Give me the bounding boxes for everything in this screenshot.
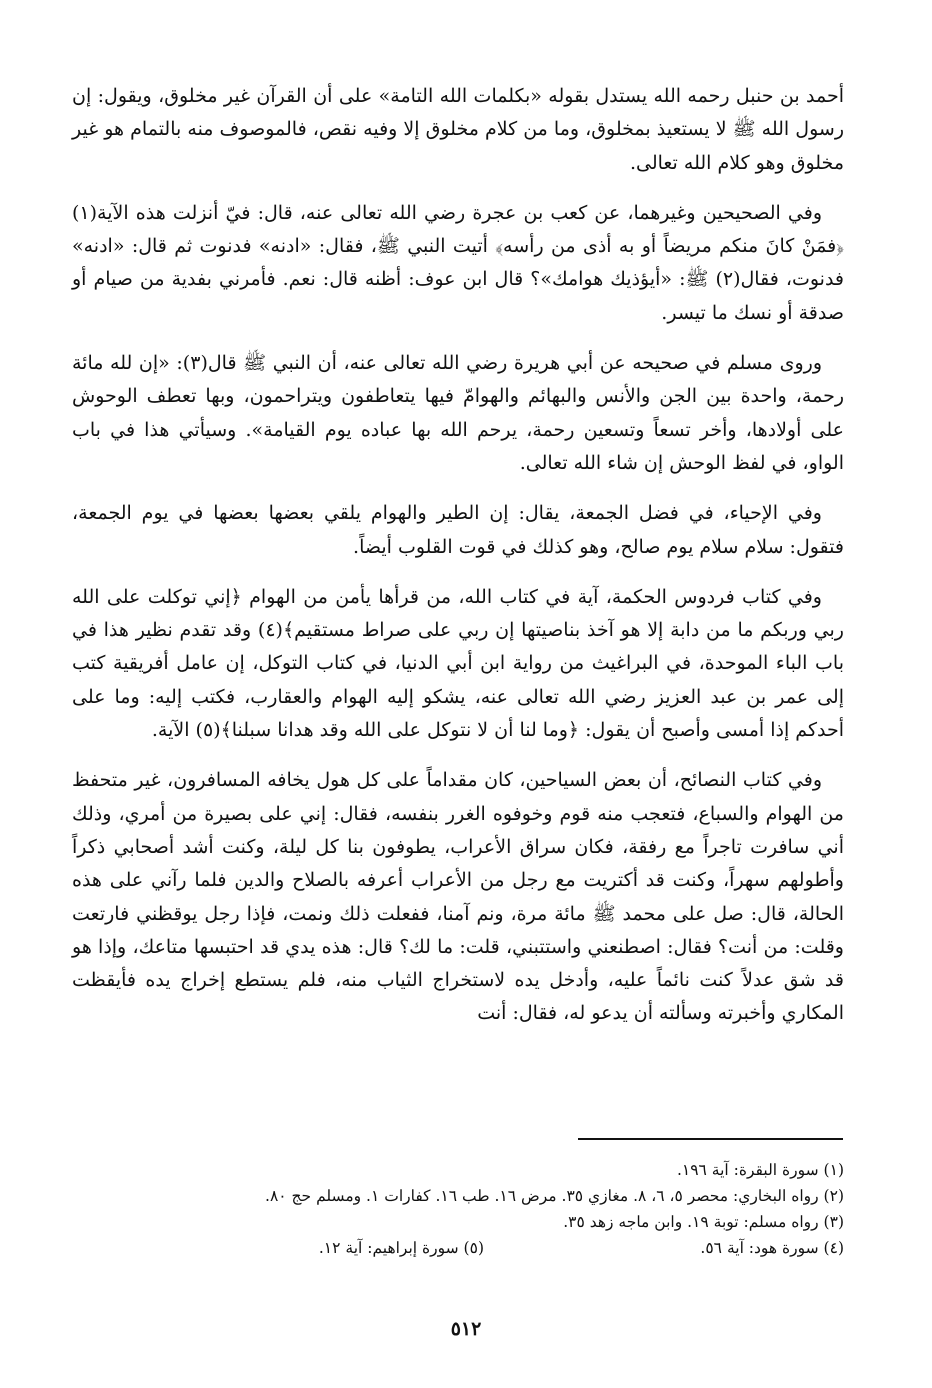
footnote-2: (٢) رواه البخاري: محصر ٥، ٦، ٨. مغازي ٣٥. مرض ١٦. طب ١٦. كفارات ١. ومسلم حج ٨٠. <box>265 1187 844 1205</box>
footnotes <box>72 1157 844 1261</box>
main-text <box>72 80 844 1048</box>
footnote-5: (٥) سورة إبراهيم: آية ١٢. <box>318 1239 484 1257</box>
footnote-row <box>72 1235 844 1261</box>
paragraph-2: وفي الصحيحين وغيرهما، عن كعب بن عجرة رضي الله تعالى عنه، قال: فيّ أنزلت هذه الآية(١) ﴿فمَنْ كانَ منكم مريضاً أو به أذى من رأسه﴾ أتيت النبي ﷺ، فقال: «ادنه» فدنوت ثم قال: «ادنه» فدنوت، فقال(٢) ﷺ: «أيؤذيك هوامك»؟ قال ابن عوف: أظنه قال: نعم. فأمرني بفدية من صيام أو صدقة أو نسك ما تيسر. <box>72 201 844 324</box>
footnote-4: (٤) سورة هود: آية ٥٦. <box>700 1239 844 1257</box>
paragraph-4: وفي الإحياء، في فضل الجمعة، يقال: إن الطير والهوام يلقي بعضها بعضها في يوم الجمعة، فتقول: سلام سلام يوم صالح، وهو كذلك في قوت القلوب أيضاً. <box>72 502 844 558</box>
paragraph-6: وفي كتاب النصائح، أن بعض السياحين، كان مقداماً على كل هول يخافه المسافرون، غير متحفظ من الهوام والسباع، فتعجب منه قوم وخوفوه الغرر بنفسه، فقال: إني على بصيرة من أمري، وذلك أني سافرت تاجراً مع رفقة، فكان سراق الأعراب، يطوفون بنا كل ليلة، وكنت أشد أصحابي ذكراً وأطولهم سهراً، وكنت قد أكتريت مع رجل من الأعراب أعرفه بالصلاح والدين فلما رآني على هذه الحالة، قال: صل على محمد ﷺ مائة مرة، ونم آمنا، ففعلت ذلك ونمت، فإذا رجل يوقظني فارتعت وقلت: من أنت؟ فقال: اصطنعني واستتبني، قلت: ما لك؟ قال: هذه يدي قد احتبسها متاعك، وإذا هو قد شق عدلاً كنت نائماً عليه، وأدخل يده لاستخراج الثياب منه، فلم يستطع إخراج يده فأيقظت المكاري وأخبرته وسألته أن يدعو له، فقال: أنت <box>72 769 844 1025</box>
page-number: ٥١٢ <box>450 1318 482 1340</box>
footnote-divider <box>578 1138 843 1140</box>
footnote-1: (١) سورة البقرة: آية ١٩٦. <box>676 1161 844 1179</box>
paragraph-3: وروى مسلم في صحيحه عن أبي هريرة رضي الله تعالى عنه، أن النبي ﷺ قال(٣): «إن لله مائة رحمة، واحدة بين الجن والأنس والبهائم والهوامّ فيها يتعاطفون ويتراحمون، وبها تعطف الوحوش على أولادها، وأخر تسعاً وتسعين رحمة، يرحم الله بها عباده يوم القيامة». وسيأتي هذا في باب الواو، في لفظ الوحش إن شاء الله تعالى. <box>72 352 844 474</box>
paragraph-1: أحمد بن حنبل رحمه الله يستدل بقوله «بكلمات الله التامة» على أن القرآن غير مخلوق، ويقول: إن رسول الله ﷺ لا يستعيذ بمخلوق، وما من كلام مخلوق إلا وفيه نقص، فالموصوف منه بالتمام هو غير مخلوق وهو كلام الله تعالى. <box>72 85 844 174</box>
paragraph-5: وفي كتاب فردوس الحكمة، آية في كتاب الله، من قرأها يأمن من الهوام ﴿إني توكلت على الله ربي وربكم ما من دابة إلا هو آخذ بناصيتها إن ربي على صراط مستقيم﴾(٤) وقد تقدم نظير هذا في باب الباء الموحدة، في البراغيث من رواية ابن أبي الدنيا، في كتاب التوكل، إن عامل أفريقية كتب إلى عمر بن عبد العزيز رضي الله تعالى عنه، يشكو إليه الهوام والعقارب، فكتب إليه: وما على أحدكم إذا أمسى وأصبح أن يقول: ﴿وما لنا أن لا نتوكل على الله وقد هدانا سبلنا﴾(٥) الآية. <box>72 585 844 742</box>
footnote-3: (٣) رواه مسلم: توبة ١٩. وابن ماجه زهد ٣٥. <box>563 1213 844 1231</box>
